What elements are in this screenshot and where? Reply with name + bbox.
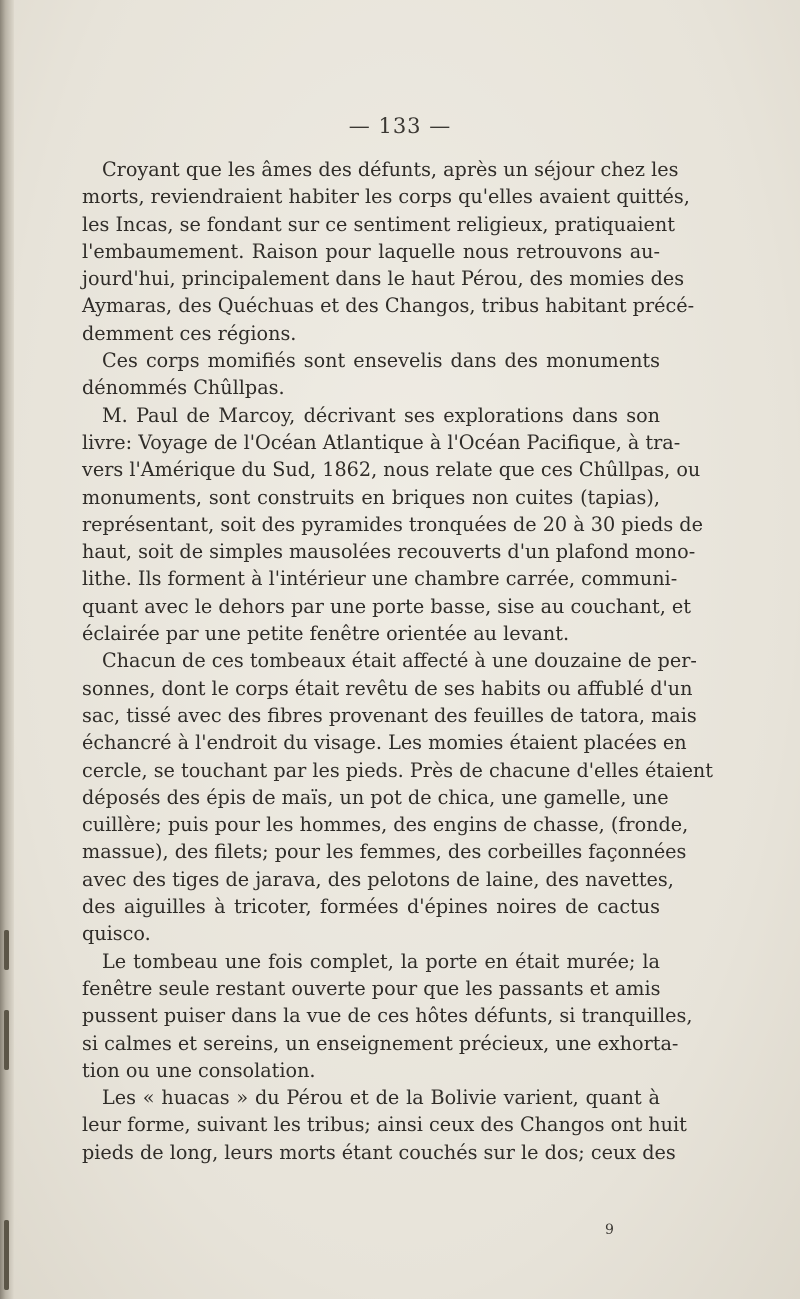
text-line: Croyant que les âmes des défunts, après un séjour chez les [102, 158, 679, 181]
text-line: Les « huacas » du Pérou et de la Bolivie varient, quant à [102, 1086, 660, 1110]
text-line: Aymaras, des Quéchuas et des Changos, tribus habitant précé- [82, 294, 695, 318]
text-line: des aiguilles à tricoter, formées d'épines noires de cactus [82, 895, 660, 919]
binding-mark [4, 1010, 9, 1070]
text-line: l'embaumement. Raison pour laquelle nous retrouvons au- [82, 239, 660, 263]
binding-mark [4, 930, 9, 970]
text-line: monuments, sont construits en briques non cuites (tapias), [82, 485, 660, 509]
binding-mark [4, 1220, 9, 1290]
text-line: morts, reviendraient habiter les corps qu'elles avaient quittés, [82, 185, 690, 209]
text-line: cercle, se touchant par les pieds. Près de chacune d'elles étaient [82, 758, 714, 782]
text-line: quant avec le dehors par une porte basse, sise au couchant, et [82, 594, 691, 618]
text-line: vers l'Amérique du Sud, 1862, nous relate que ces Chûllpas, ou [82, 458, 701, 482]
text-line: quisco. [82, 922, 151, 946]
text-line: les Incas, se fondant sur ce sentiment religieux, pratiquaient [82, 212, 675, 236]
text-line: sonnes, dont le corps était revêtu de ses habits ou affublé d'un [82, 676, 693, 700]
text-line: si calmes et sereins, un enseignement précieux, une exhorta- [82, 1031, 679, 1055]
text-line: massue), des filets; pour les femmes, des corbeilles façonnées [82, 840, 687, 864]
text-line: représentant, soit des pyramides tronquées de 20 à 30 pieds de [82, 512, 703, 536]
text-line: demment ces régions. [82, 321, 297, 345]
text-line: haut, soit de simples mausolées recouverts d'un plafond mono- [82, 540, 696, 564]
text-line: dénommés Chûllpas. [82, 376, 285, 400]
text-line: fenêtre seule restant ouverte pour que les passants et amis [82, 976, 661, 1000]
binding-edge [0, 0, 14, 1299]
text-line: éclairée par une petite fenêtre orientée au levant. [82, 622, 570, 646]
text-line: déposés des épis de maïs, un pot de chica, une gamelle, une [82, 785, 669, 809]
text-line: pussent puiser dans la vue de ces hôtes défunts, si tranquilles, [82, 1004, 693, 1028]
text-line: sac, tissé avec des fibres provenant des feuilles de tatora, mais [82, 703, 697, 727]
text-line: jourd'hui, principalement dans le haut Pérou, des momies des [82, 267, 685, 291]
text-line: Chacun de ces tombeaux était affecté à une douzaine de per- [102, 649, 697, 673]
text-line: avec des tiges de jarava, des pelotons de laine, des navettes, [82, 867, 674, 891]
text-line: échancré à l'endroit du visage. Les momies étaient placées en [82, 731, 687, 755]
text-line: lithe. Ils forment à l'intérieur une chambre carrée, communi- [82, 567, 678, 591]
text-line: Le tombeau une fois complet, la porte en était murée; la [102, 949, 660, 973]
text-line: tion ou une consolation. [82, 1058, 316, 1082]
text-line: Ces corps momifiés sont ensevelis dans des monuments [102, 349, 660, 373]
page-number: — 133 — [348, 114, 452, 138]
text-line: livre: Voyage de l'Océan Atlantique à l'Océan Pacifique, à tra- [82, 430, 681, 454]
text-line: M. Paul de Marcoy, décrivant ses explorations dans son [102, 403, 660, 427]
body-text [82, 156, 714, 1166]
signature-mark: 9 [605, 1222, 614, 1238]
text-line: pieds de long, leurs morts étant couchés sur le dos; ceux des [82, 1140, 676, 1164]
text-line: cuillère; puis pour les hommes, des engins de chasse, (fronde, [82, 813, 689, 837]
text-line: leur forme, suivant les tribus; ainsi ceux des Changos ont huit [82, 1113, 687, 1137]
